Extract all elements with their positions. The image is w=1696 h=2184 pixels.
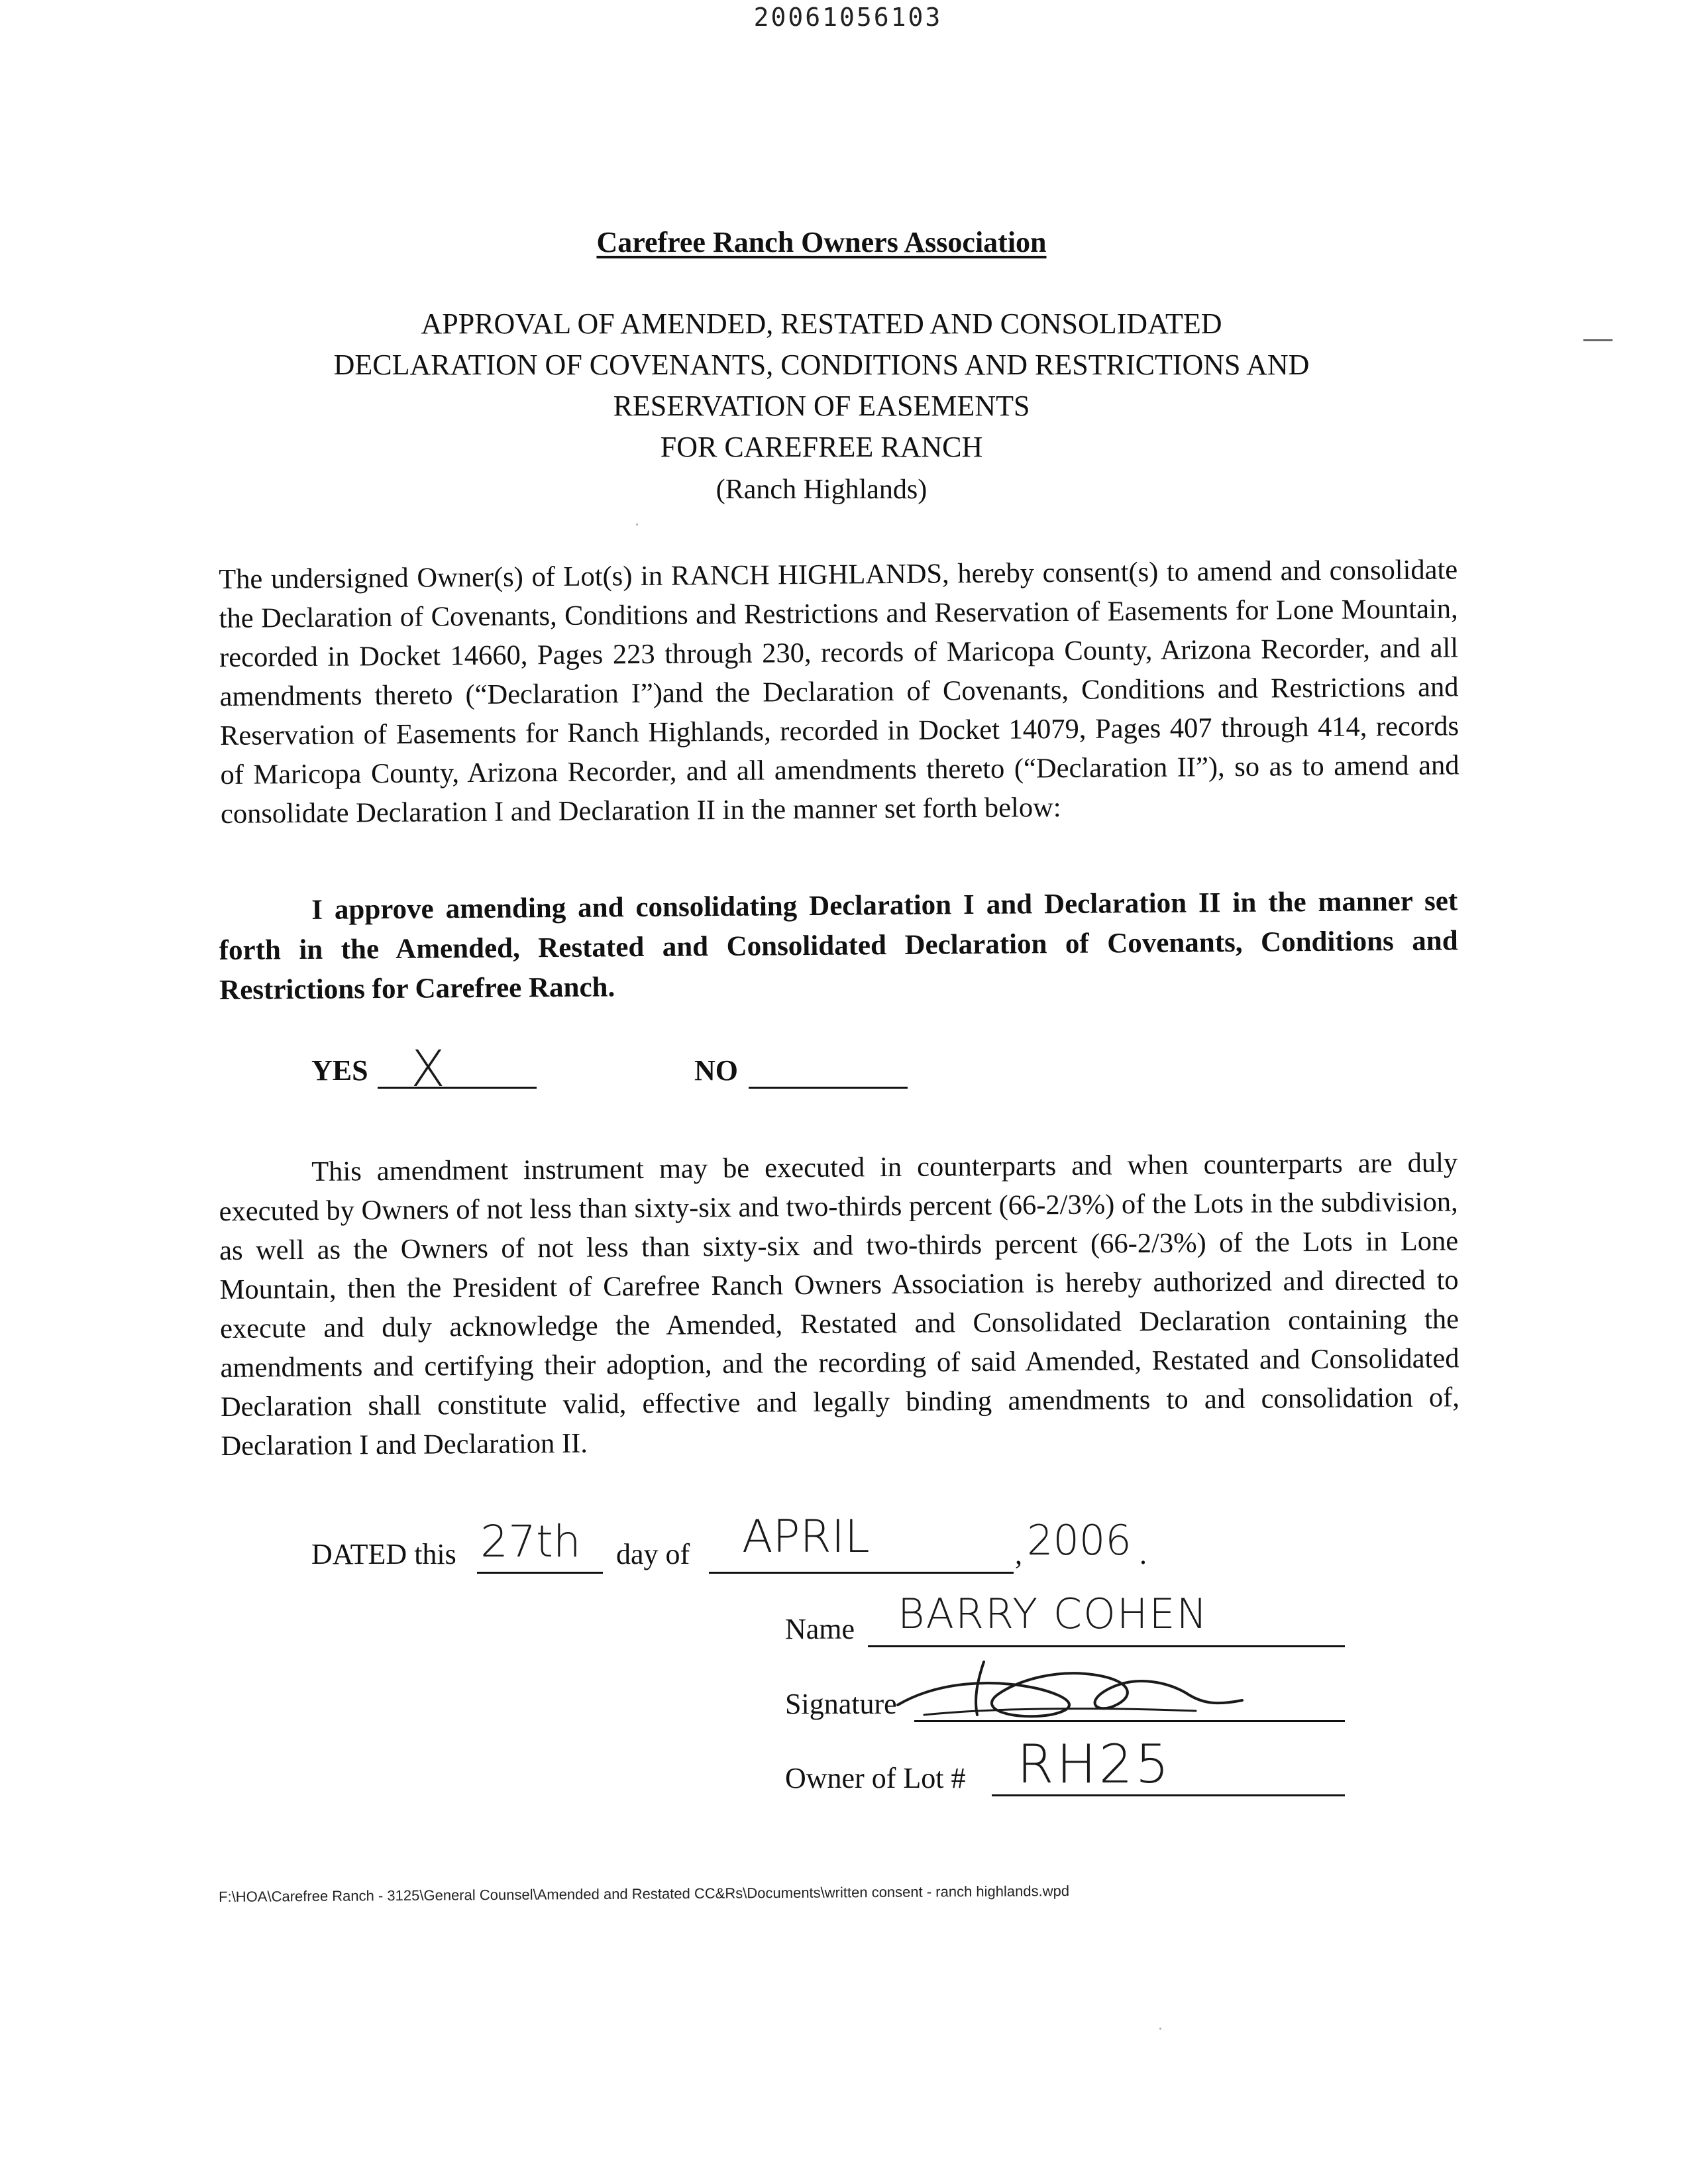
consent-paragraph: The undersigned Owner(s) of Lot(s) in RANCH HIGHLANDS, hereby consent(s) to amend and consolidate the Declaration of Covenants, Conditions and Restrictions and Reservation of Easements for Lone Mountain, recorded in Docket 14660, Pages 223 through 230, records of Maricopa County, Arizona Recorder, and all amendments thereto (“Declaration I”)and the Declaration of Covenants, Conditions and Restrictions and Reservation of Easements for Ranch Highlands, recorded in Docket 14079, Pages 407 through 414, records of Maricopa County, Arizona Recorder, and all amendments thereto (“Declaration II”), so as to amend and consolidate Declaration I and Declaration II in the manner set forth below:	[219, 554, 1459, 830]
approval-statement: I approve amending and consolidating Declaration I and Declaration II in the manner set forth in the Amended, Restated and Consolidated Declaration of Covenants, Conditions and Restrictions for Carefree Ranch.	[219, 885, 1458, 1006]
document-title	[0, 303, 1643, 510]
yes-label: YES	[311, 1054, 368, 1087]
margin-dash-mark	[1583, 339, 1613, 341]
dated-row	[311, 1511, 1239, 1577]
association-title: Carefree Ranch Owners Association	[596, 226, 1047, 258]
no-answer-line[interactable]	[749, 1087, 908, 1089]
yes-answer-line[interactable]	[378, 1087, 537, 1089]
lot-label: Owner of Lot #	[785, 1762, 966, 1794]
day-line[interactable]	[477, 1572, 603, 1574]
file-path-footer: F:\HOA\Carefree Ranch - 3125\General Counsel\Amended and Restated CC&Rs\Documents\written consent - ranch highlands.wpd	[219, 1883, 1070, 1905]
handwritten-signature	[884, 1642, 1255, 1728]
title-line-1: APPROVAL OF AMENDED, RESTATED AND CONSOLIDATED	[421, 307, 1222, 340]
scan-speck	[636, 523, 638, 525]
dated-prefix: DATED this	[311, 1538, 456, 1570]
month-handwritten: APRIL	[742, 1511, 870, 1563]
month-line[interactable]	[709, 1572, 1014, 1574]
name-handwritten: BARRY COHEN	[898, 1590, 1209, 1638]
scan-speck	[1159, 2028, 1161, 2030]
date-comma: ,	[1015, 1538, 1022, 1570]
lot-row	[785, 1733, 1355, 1796]
name-row	[785, 1590, 1355, 1647]
name-label: Name	[785, 1613, 855, 1645]
counterparts-paragraph: This amendment instrument may be executed in counterparts and when counterparts are duly executed by Owners of not less than sixty-six and two-thirds percent (66-2/3%) of the Lots in the subdivision, as well as the Owners of not less than sixty-six and two-thirds percent (66-2/3%) of the Lots in Lone Mountain, then the President of Carefree Ranch Owners Association is hereby authorized and directed to execute and duly acknowledge the Amended, Restated and Consolidated Declaration containing the amendments and certifying their adoption, and the recording of said Amended, Restated and Consolidated Declaration shall constitute valid, effective and legally binding amendments to and consolidation of, Declaration I and Declaration II.	[219, 1147, 1460, 1462]
yes-handwritten-mark: X	[411, 1039, 446, 1098]
title-line-2: DECLARATION OF COVENANTS, CONDITIONS AND RESTRICTIONS AND	[333, 349, 1310, 381]
day-handwritten: 27th	[480, 1516, 581, 1567]
signature-row	[785, 1668, 1355, 1721]
year-handwritten: 2006	[1027, 1516, 1132, 1564]
date-period: .	[1140, 1538, 1147, 1570]
day-of-label: day of	[616, 1538, 690, 1570]
vote-row	[311, 1039, 1106, 1100]
signature-label: Signature	[785, 1688, 897, 1720]
lot-handwritten: RH25	[1017, 1733, 1172, 1795]
no-label: NO	[694, 1054, 738, 1087]
recording-number: 20061056103	[753, 3, 943, 32]
title-subtitle: (Ranch Highlands)	[716, 474, 928, 505]
title-line-3: RESERVATION OF EASEMENTS	[613, 390, 1030, 422]
title-line-4: FOR CAREFREE RANCH	[660, 431, 983, 463]
